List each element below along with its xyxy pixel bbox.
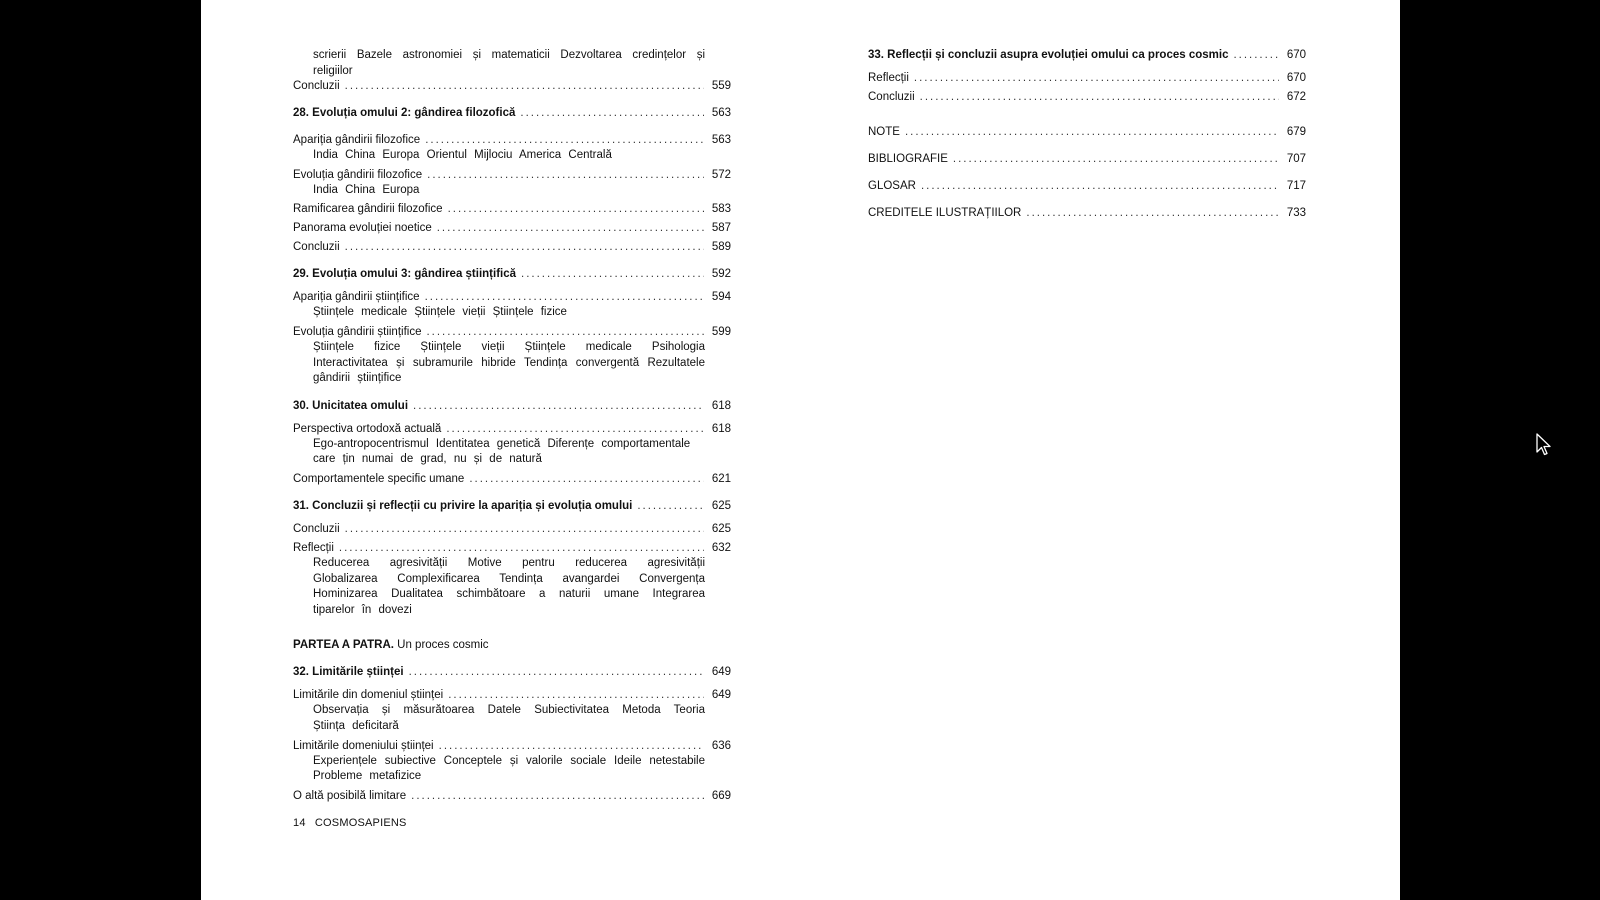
toc-entry: Limitările domeniului științei . . . 636 — [293, 739, 731, 754]
page-number: 14 — [293, 816, 306, 829]
toc-entry: Apariția gândirii științifice . . . 594 — [293, 290, 731, 305]
toc-subtopics: Științele fizice Științele vieții Științele medicale Psihologia Interactivitatea și subramurile hibride Tendința convergentă Rezultatele gândirii științifice — [313, 340, 705, 385]
right-page-toc — [868, 48, 1306, 221]
toc-subtopics: scrierii Bazele astronomiei și matematicii Dezvoltarea credințelor și religiilor — [313, 49, 705, 77]
toc-illustration-credits: CREDITELE ILUSTRAȚIILOR . . . 733 — [868, 206, 1306, 221]
book-spread — [201, 0, 1400, 900]
toc-subtopics: India China Europa Orientul Mijlociu America Centrală — [313, 149, 612, 162]
toc-entry: Concluzii . . . 559 — [293, 79, 731, 94]
toc-subtopics: Experiențele subiective Conceptele și valorile sociale Ideile netestabile Probleme metafizice — [313, 754, 705, 783]
toc-entry: Limitările din domeniul științei . . . 649 — [293, 688, 731, 703]
toc-subtopics: Științele medicale Științele vieții Științele fizice — [313, 306, 567, 319]
toc-entry: Ramificarea gândirii filozofice . . . 583 — [293, 202, 731, 217]
toc-entry: Reflecții . . . 632 — [293, 541, 731, 556]
book-title: COSMOSAPIENS — [314, 816, 407, 829]
toc-entry: Evoluția gândirii științifice . . . 599 — [293, 325, 731, 340]
toc-bibliography: BIBLIOGRAFIE . . . 707 — [868, 152, 1306, 167]
toc-subtopics: Observația și măsurătoarea Datele Subiectivitatea Metoda Teoria Știința deficitară — [313, 704, 705, 732]
left-page-toc — [293, 48, 731, 831]
toc-entry: O altă posibilă limitare . . . 669 — [293, 789, 731, 804]
toc-subtopics: Ego-antropocentrismul Identitatea genetică Diferențe comportamentale care țin numai de grad, nu și de natură — [313, 437, 691, 466]
toc-chapter-28: 28. Evoluția omului 2: gândirea filozofică . . . 563 — [293, 106, 731, 121]
toc-subtopics: India China Europa — [313, 183, 420, 196]
toc-entry: Evoluția gândirii filozofice . . . 572 — [293, 168, 731, 183]
toc-chapter-32: 32. Limitările științei . . . 649 — [293, 665, 731, 680]
toc-entry: Perspectiva ortodoxă actuală . . . 618 — [293, 422, 731, 437]
toc-chapter-30: 30. Unicitatea omului . . . 618 — [293, 399, 731, 414]
toc-entry: Comportamentele specific umane . . . 621 — [293, 472, 731, 487]
toc-subtopics: Reducerea agresivității Motive pentru reducerea agresivității Globalizarea Complexificarea Tendința avangardei Convergența Hominizarea Dualitatea schimbătoare a naturii umane Integrarea tiparelor în dovezi — [313, 556, 705, 616]
page-footer — [293, 816, 731, 831]
toc-notes: NOTE . . . 679 — [868, 125, 1306, 140]
toc-chapter-29: 29. Evoluția omului 3: gândirea științifică . . . 592 — [293, 267, 731, 282]
mouse-pointer-icon — [1536, 433, 1552, 457]
part-heading: PARTEA A PATRA. Un proces cosmic — [293, 639, 489, 652]
toc-chapter-33: 33. Reflecții și concluzii asupra evoluției omului ca proces cosmic . . . 670 — [868, 48, 1306, 63]
toc-entry: Apariția gândirii filozofice . . . 563 — [293, 133, 731, 148]
toc-entry: Concluzii . . . 672 — [868, 90, 1306, 105]
toc-glossary: GLOSAR . . . 717 — [868, 179, 1306, 194]
toc-entry: Panorama evoluției noetice . . . 587 — [293, 221, 731, 236]
toc-entry: Reflecții . . . 670 — [868, 71, 1306, 86]
toc-entry: Concluzii . . . 625 — [293, 522, 731, 537]
toc-entry: Concluzii . . . 589 — [293, 240, 731, 255]
toc-chapter-31: 31. Concluzii și reflecții cu privire la apariția și evoluția omului . . . 625 — [293, 499, 731, 514]
